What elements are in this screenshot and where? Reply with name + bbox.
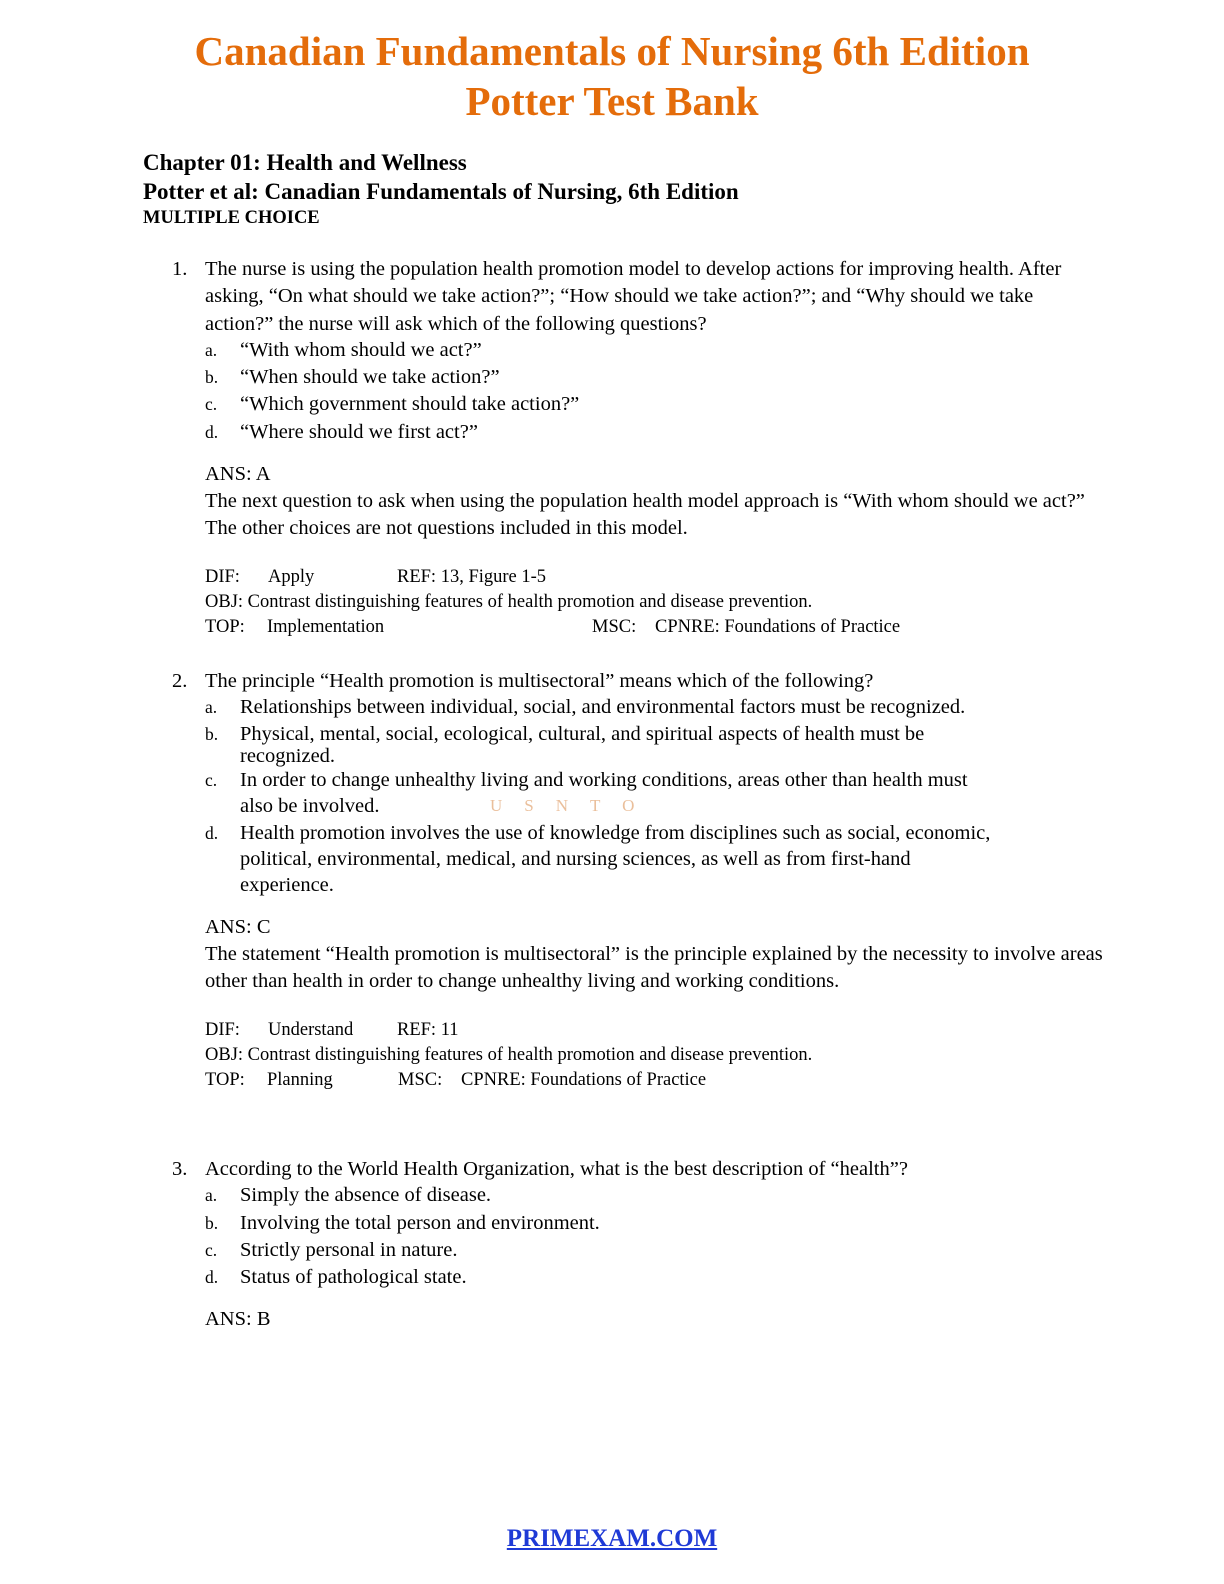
option-text: Relationships between individual, social, and environmental factors must be recognized. [240, 696, 966, 719]
option-text: “Where should we first act?” [240, 420, 478, 443]
msc: CPNRE: Foundations of Practice [655, 617, 901, 638]
question-metadata [205, 1018, 1105, 1093]
option-text: Strictly personal in nature. [240, 1238, 458, 1261]
option-b [205, 1211, 1035, 1237]
dif-label: DIF: [205, 567, 240, 588]
option-text: “Which government should take action?” [240, 393, 580, 416]
topic: Implementation [267, 617, 385, 638]
option-letter: b. [205, 723, 219, 744]
top-label: TOP: [205, 617, 245, 638]
title-line-2: Potter Test Bank [465, 78, 759, 124]
option-text: Health promotion involves the use of knowledge from disciplines such as social, economic, political, environmental, medical, and nursing sciences, as well as from first-hand experience. [240, 822, 991, 896]
option-a [205, 338, 1035, 364]
question-metadata [205, 565, 1105, 640]
msc-label: MSC: [398, 1070, 443, 1091]
question-3 [0, 1156, 1224, 1333]
option-c [205, 768, 1005, 820]
watermark: USNTO [490, 796, 657, 815]
answer-options [205, 1183, 1035, 1291]
question-text: The principle “Health promotion is multisectoral” means which of the following? [205, 670, 874, 692]
option-b [205, 365, 1035, 391]
option-a [205, 695, 1005, 721]
question-1 [0, 256, 1224, 640]
difficulty: Understand [268, 1020, 354, 1041]
option-text: In order to change unhealthy living and working conditions, areas other than health must also be involved. [240, 769, 968, 817]
document-title [0, 26, 1224, 126]
option-a [205, 1183, 1035, 1209]
answer-options [205, 695, 1005, 898]
question-number: 1. [172, 258, 188, 280]
question-text: According to the World Health Organization, what is the best description of “health”? [205, 1158, 908, 1180]
rationale: The statement “Health promotion is multisectoral” is the principle explained by the necessity to involve areas other than health in order to change unhealthy living and working conditions. [205, 942, 1103, 993]
option-text: Status of pathological state. [240, 1266, 467, 1289]
option-d [205, 821, 1005, 898]
option-text: Simply the absence of disease. [240, 1184, 492, 1207]
option-d [205, 1265, 1035, 1291]
question-number: 3. [172, 1158, 188, 1180]
option-c [205, 392, 1035, 418]
dif-label: DIF: [205, 1020, 240, 1041]
answer-options [205, 338, 1035, 446]
question-2 [0, 668, 1224, 1093]
footer-link[interactable]: PRIMEXAM.COM [506, 1525, 718, 1552]
msc: CPNRE: Foundations of Practice [461, 1070, 707, 1091]
answer-key: ANS: C [205, 915, 271, 938]
msc-label: MSC: [592, 617, 637, 638]
option-letter: d. [205, 1267, 219, 1288]
option-letter: a. [205, 339, 218, 360]
reference: REF: 13, Figure 1-5 [397, 567, 547, 588]
option-text: “When should we take action?” [240, 366, 500, 389]
objective: OBJ: Contrast distinguishing features of health promotion and disease prevention. [205, 1045, 813, 1066]
option-letter: d. [205, 823, 219, 844]
option-letter: c. [205, 1239, 218, 1260]
option-text: “With whom should we act?” [240, 338, 482, 361]
question-stem [172, 256, 1105, 338]
section-heading: MULTIPLE CHOICE [143, 208, 320, 228]
objective: OBJ: Contrast distinguishing features of health promotion and disease prevention. [205, 592, 813, 613]
option-letter: b. [205, 1212, 219, 1233]
difficulty: Apply [268, 567, 315, 588]
question-stem [172, 1156, 1105, 1183]
option-letter: c. [205, 394, 218, 415]
rationale: The next question to ask when using the population health model approach is “With whom should we act?” The other choices are not questions included in this model. [205, 489, 1085, 540]
answer-key: ANS: B [205, 1307, 271, 1330]
option-text: Involving the total person and environment. [240, 1211, 600, 1234]
topic: Planning [267, 1070, 333, 1091]
book-heading: Potter et al: Canadian Fundamentals of Nursing, 6th Edition [143, 179, 739, 204]
option-letter: a. [205, 1185, 218, 1206]
option-c [205, 1238, 1035, 1264]
reference: REF: 11 [397, 1020, 459, 1041]
option-text: Physical, mental, social, ecological, cultural, and spiritual aspects of health must be recognized. [240, 722, 925, 767]
question-text: The nurse is using the population health promotion model to develop actions for improving health. After asking, “On what should we take action?”; “How should we take action?”; and “Why should we take action?” the nurse will ask which of the following questions? [205, 258, 1062, 335]
option-d [205, 420, 1035, 446]
option-b [205, 723, 1005, 767]
option-letter: d. [205, 421, 219, 442]
answer-key: ANS: A [205, 462, 271, 485]
question-stem [172, 668, 1105, 695]
question-number: 2. [172, 670, 188, 692]
option-letter: a. [205, 697, 218, 718]
option-letter: b. [205, 367, 219, 388]
top-label: TOP: [205, 1070, 245, 1091]
option-letter: c. [205, 770, 218, 791]
chapter-heading: Chapter 01: Health and Wellness [143, 150, 467, 175]
title-line-1: Canadian Fundamentals of Nursing 6th Edition [194, 28, 1030, 74]
